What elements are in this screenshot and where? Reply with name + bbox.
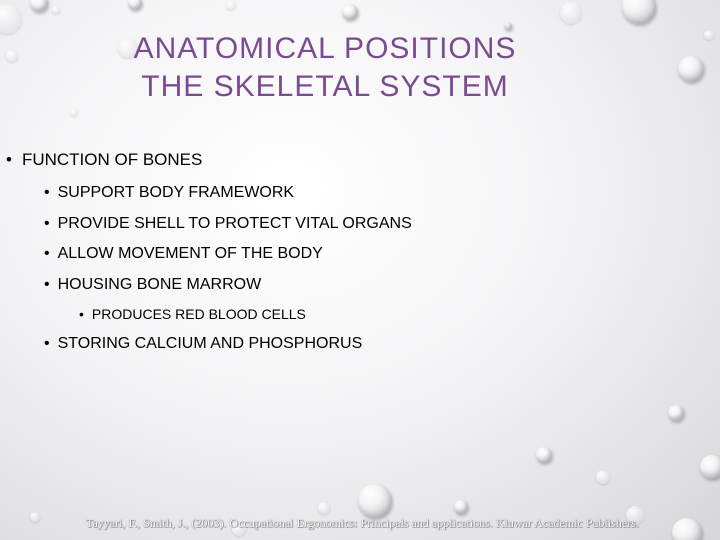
droplet-decoration [318, 502, 330, 514]
droplet-decoration [560, 2, 582, 24]
bullet-item [44, 215, 412, 233]
droplet-decoration [504, 22, 512, 30]
bullet-text: HOUSING BONE MARROW [57, 276, 262, 293]
slide-title: ANATOMICAL POSITIONS [133, 32, 517, 65]
droplet-decoration [596, 470, 610, 484]
bullet-item [6, 150, 202, 170]
bullet-item [44, 335, 362, 353]
droplet-decoration [536, 447, 552, 463]
bullet-item [44, 184, 294, 202]
droplet-decoration [622, 0, 656, 24]
bullet-text: PROVIDE SHELL TO PROTECT VITAL ORGANS [57, 215, 412, 232]
bullet-icon: • [44, 215, 50, 232]
droplet-decoration [454, 500, 468, 514]
slide-subtitle: THE SKELETAL SYSTEM [141, 70, 509, 103]
bullet-item [44, 276, 261, 294]
bullet-icon: • [44, 245, 50, 262]
droplet-decoration [52, 6, 60, 14]
droplet-decoration [704, 30, 714, 40]
droplet-decoration [30, 512, 40, 522]
droplet-decoration [358, 484, 392, 518]
bullet-text: STORING CALCIUM AND PHOSPHORUS [57, 335, 363, 352]
bullet-icon: • [44, 276, 50, 293]
droplet-decoration [70, 108, 78, 116]
bullet-icon: • [44, 184, 50, 201]
droplet-decoration [700, 455, 720, 479]
droplet-decoration [128, 0, 142, 10]
droplet-decoration [668, 405, 684, 421]
bullet-text: PRODUCES RED BLOOD CELLS [91, 306, 306, 322]
droplet-decoration [672, 518, 702, 540]
droplet-decoration [30, 0, 48, 12]
bullet-text: FUNCTION OF BONES [21, 150, 203, 169]
droplet-decoration [678, 56, 704, 82]
bullet-item [79, 306, 306, 322]
bullet-icon: • [44, 335, 50, 352]
bullet-text: ALLOW MOVEMENT OF THE BODY [57, 245, 323, 262]
bullet-icon: • [6, 150, 12, 169]
droplet-decoration [226, 0, 236, 10]
bullet-text: SUPPORT BODY FRAMEWORK [57, 184, 295, 201]
droplet-decoration [342, 4, 358, 20]
bullet-item [44, 245, 323, 263]
bullet-icon: • [79, 306, 84, 322]
citation-text: Tayyari, F., Smith, J., (2003). Occupational Ergonomics: Principals and applications. Kluwar Academic Publishers. [86, 516, 639, 530]
